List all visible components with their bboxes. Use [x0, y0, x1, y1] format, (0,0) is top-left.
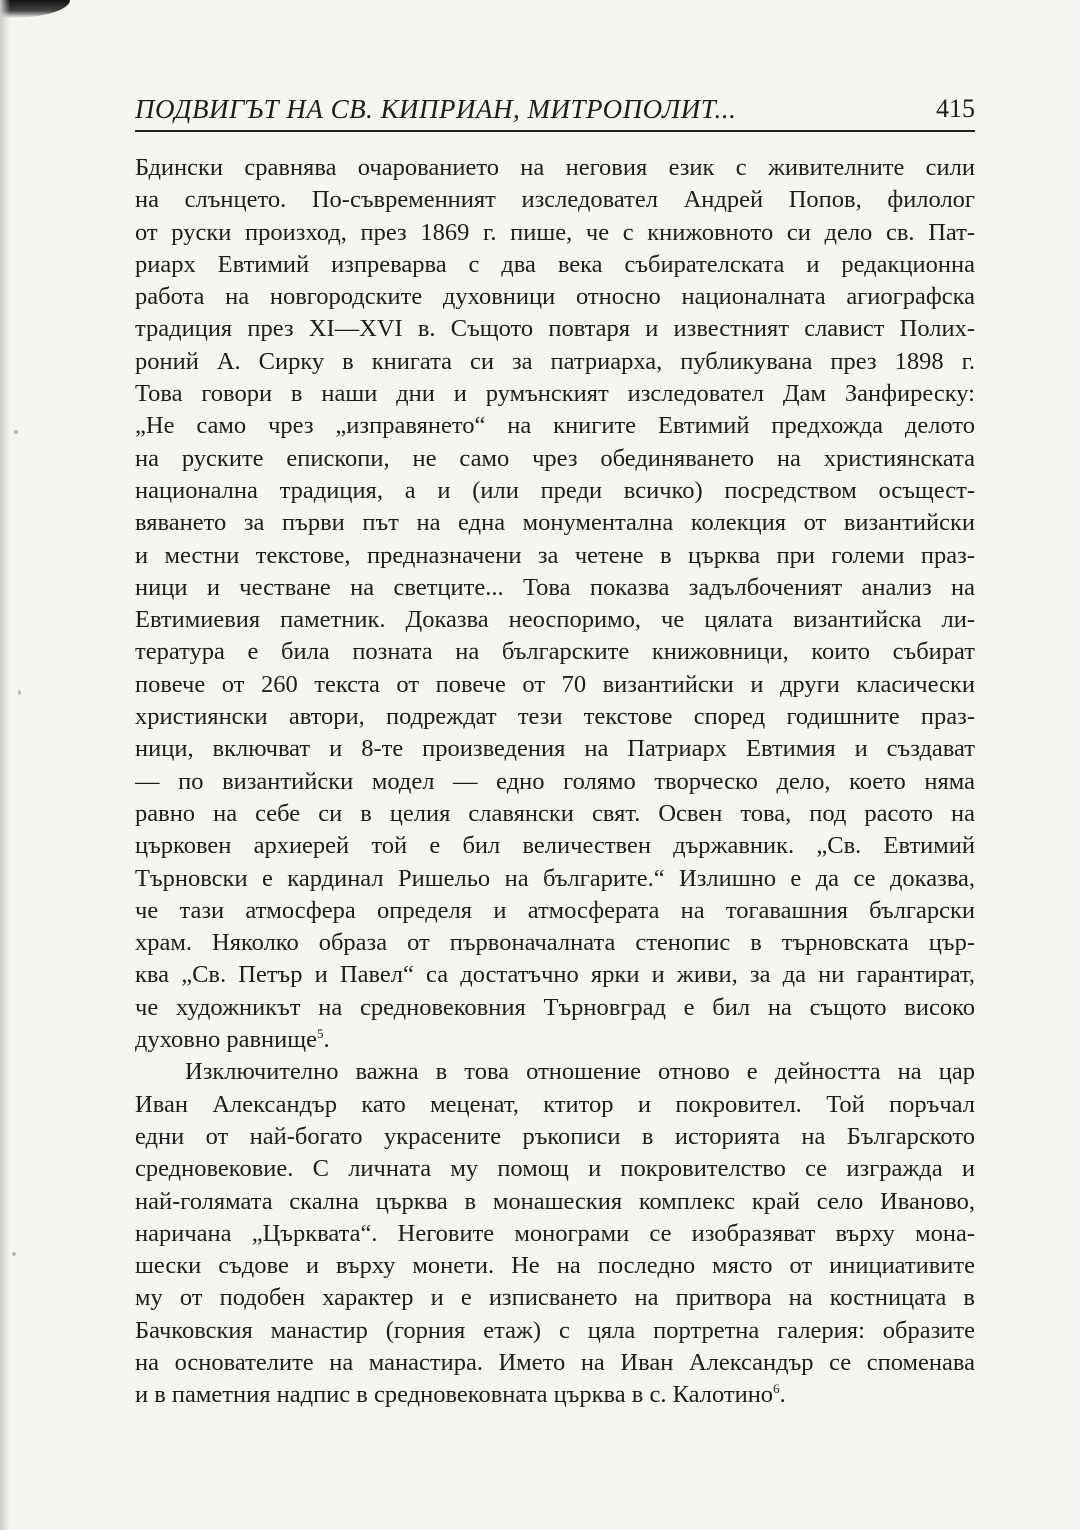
text-line: [135, 313, 975, 345]
line-text: ква „Св. Петър и Павел“ са достатъчно ярки и живи, за да ни гарантират,: [135, 961, 975, 989]
line-text: че художникът на средновековния Търновград е бил на същото високо: [135, 993, 975, 1021]
body-text: [135, 152, 975, 1412]
line-text: наричана „Църквата“. Неговите монограми се изобразяват върху мона-: [135, 1219, 975, 1247]
text-line: [135, 184, 975, 216]
line-text: средновековие. С личната му помощ и покровителство се изгражда и: [135, 1155, 975, 1183]
line-text: — по византийски модел — едно голямо творческо дело, което няма: [135, 767, 975, 795]
text-line: [135, 863, 975, 895]
text-line: [135, 604, 975, 636]
text-line: [135, 410, 975, 442]
scan-speck: [14, 430, 18, 434]
line-text: Евтимиевия паметник. Доказва неоспоримо, че цялата византийска ли-: [135, 606, 975, 634]
end-punctuation: .: [323, 1026, 330, 1054]
line-text: национална традиция, а и (или преди всичко) посредством осъщест-: [135, 476, 975, 504]
page-binding-edge: [0, 0, 10, 1530]
line-text: духовно равнище: [135, 1026, 317, 1054]
line-text: най-голямата скална църква в монашеския комплекс край село Иваново,: [135, 1187, 975, 1215]
text-line: [135, 1089, 975, 1121]
text-line: [135, 152, 975, 184]
footnote-ref: 5: [317, 1026, 324, 1042]
line-text: от руски произход, през 1869 г. пише, че с книжовното си дело св. Пат-: [135, 218, 975, 246]
line-text: храм. Няколко образа от първоначалната стенопис в търновската цър-: [135, 929, 975, 957]
text-line: [135, 1250, 975, 1282]
footnote-ref: 6: [773, 1381, 780, 1397]
text-line: [135, 1282, 975, 1314]
end-punctuation: .: [779, 1381, 786, 1409]
text-line: [135, 798, 975, 830]
line-text: ници и честване на светците... Това показва задълбоченият анализ на: [135, 573, 975, 601]
text-line: [135, 1024, 975, 1056]
line-text: Търновски е кардинал Ришельо на българите.“ Излишно е да се доказва,: [135, 864, 975, 892]
text-line: [135, 346, 975, 378]
line-text: и в паметния надпис в средновековната църква в с. Калотино: [135, 1381, 774, 1409]
line-text: Иван Александър като меценат, ктитор и покровител. Той поръчал: [135, 1090, 975, 1118]
text-line: [135, 540, 975, 572]
line-text: работа на новгородските духовници относно националната агиографска: [135, 283, 975, 311]
line-text: Изключително важна в това отношение отново е дейността на цар: [185, 1058, 975, 1086]
text-line: [135, 669, 975, 701]
text-line: [135, 281, 975, 313]
line-text: на слънцето. По-съвременният изследовател Андрей Попов, филолог: [135, 186, 975, 214]
text-line: [135, 217, 975, 249]
text-line: [135, 927, 975, 959]
line-text: му от подобен характер и е изписването на притвора на костницата в: [135, 1284, 975, 1312]
line-text: равно на себе си в целия славянски свят. Освен това, под расото на: [135, 799, 975, 827]
text-line: [135, 443, 975, 475]
page-number: 415: [936, 94, 975, 123]
text-line: [135, 636, 975, 668]
text-line: [135, 378, 975, 410]
line-text: тература е била позната на българските книжовници, които събират: [135, 638, 975, 666]
paragraph: [135, 1056, 975, 1411]
line-text: ници, включват и 8-те произведения на Патриарх Евтимия и създават: [135, 735, 975, 763]
line-text: риарх Евтимий изпреварва с два века събирателската и редакционна: [135, 250, 975, 278]
text-line: [135, 992, 975, 1024]
text-line: [135, 1347, 975, 1379]
scan-corner-shadow: [0, 0, 70, 18]
line-text: Бдински сравнява очарованието на неговия език с живителните сили: [135, 154, 975, 181]
text-line: [135, 1218, 975, 1250]
line-text: че тази атмосфера определя и атмосферата на тогавашния български: [135, 896, 975, 924]
text-line: [135, 1121, 975, 1153]
text-line: [135, 766, 975, 798]
text-line: [135, 475, 975, 507]
line-text: и местни текстове, предназначени за четене в църква при големи праз-: [135, 541, 975, 569]
line-text: на руските епископи, не само чрез обединяването на християнската: [135, 444, 975, 472]
running-title: ПОДВИГЪТ НА СВ. КИПРИАН, МИТРОПОЛИТ...: [135, 94, 737, 124]
text-line: [135, 507, 975, 539]
text-line: [135, 1315, 975, 1347]
text-line: [135, 1153, 975, 1185]
line-text: вяването за първи път на една монументална колекция от византийски: [135, 509, 975, 537]
line-text: на основателите на манастира. Името на Иван Александър се споменава: [135, 1348, 975, 1376]
line-text: Бачковския манастир (горния етаж) с цяла портретна галерия: образите: [135, 1316, 975, 1344]
text-line: [135, 1379, 975, 1411]
text-line: [135, 830, 975, 862]
text-line: [135, 733, 975, 765]
text-line: [135, 895, 975, 927]
line-text: християнски автори, подреждат тези текстове според годишните праз-: [135, 703, 975, 731]
paragraph: [135, 152, 975, 1056]
text-line: [135, 1056, 975, 1088]
text-line: [135, 1186, 975, 1218]
line-text: църковен архиерей той е бил величествен държавник. „Св. Евтимий: [135, 832, 975, 860]
text-line: [135, 959, 975, 991]
running-header: [135, 92, 975, 132]
line-text: традиция през XI—XVI в. Същото повтаря и известният славист Полих-: [135, 315, 975, 343]
text-line: [135, 701, 975, 733]
scan-speck: [12, 1252, 16, 1256]
scan-speck: [18, 690, 21, 695]
line-text: „Не само чрез „изправянето“ на книгите Евтимий предхожда делото: [135, 412, 975, 440]
line-text: едни от най-богато украсените ръкописи в историята на Българското: [135, 1122, 975, 1150]
line-text: роний А. Сирку в книгата си за патриарха, публикувана през 1898 г.: [135, 347, 975, 375]
line-text: Това говори в наши дни и румънският изследовател Дам Занфиреску:: [135, 380, 975, 408]
line-text: шески съдове и върху монети. Не на последно място от инициативите: [135, 1252, 975, 1280]
text-line: [135, 572, 975, 604]
text-line: [135, 249, 975, 281]
line-text: повече от 260 текста от повече от 70 византийски и други класически: [135, 670, 975, 698]
